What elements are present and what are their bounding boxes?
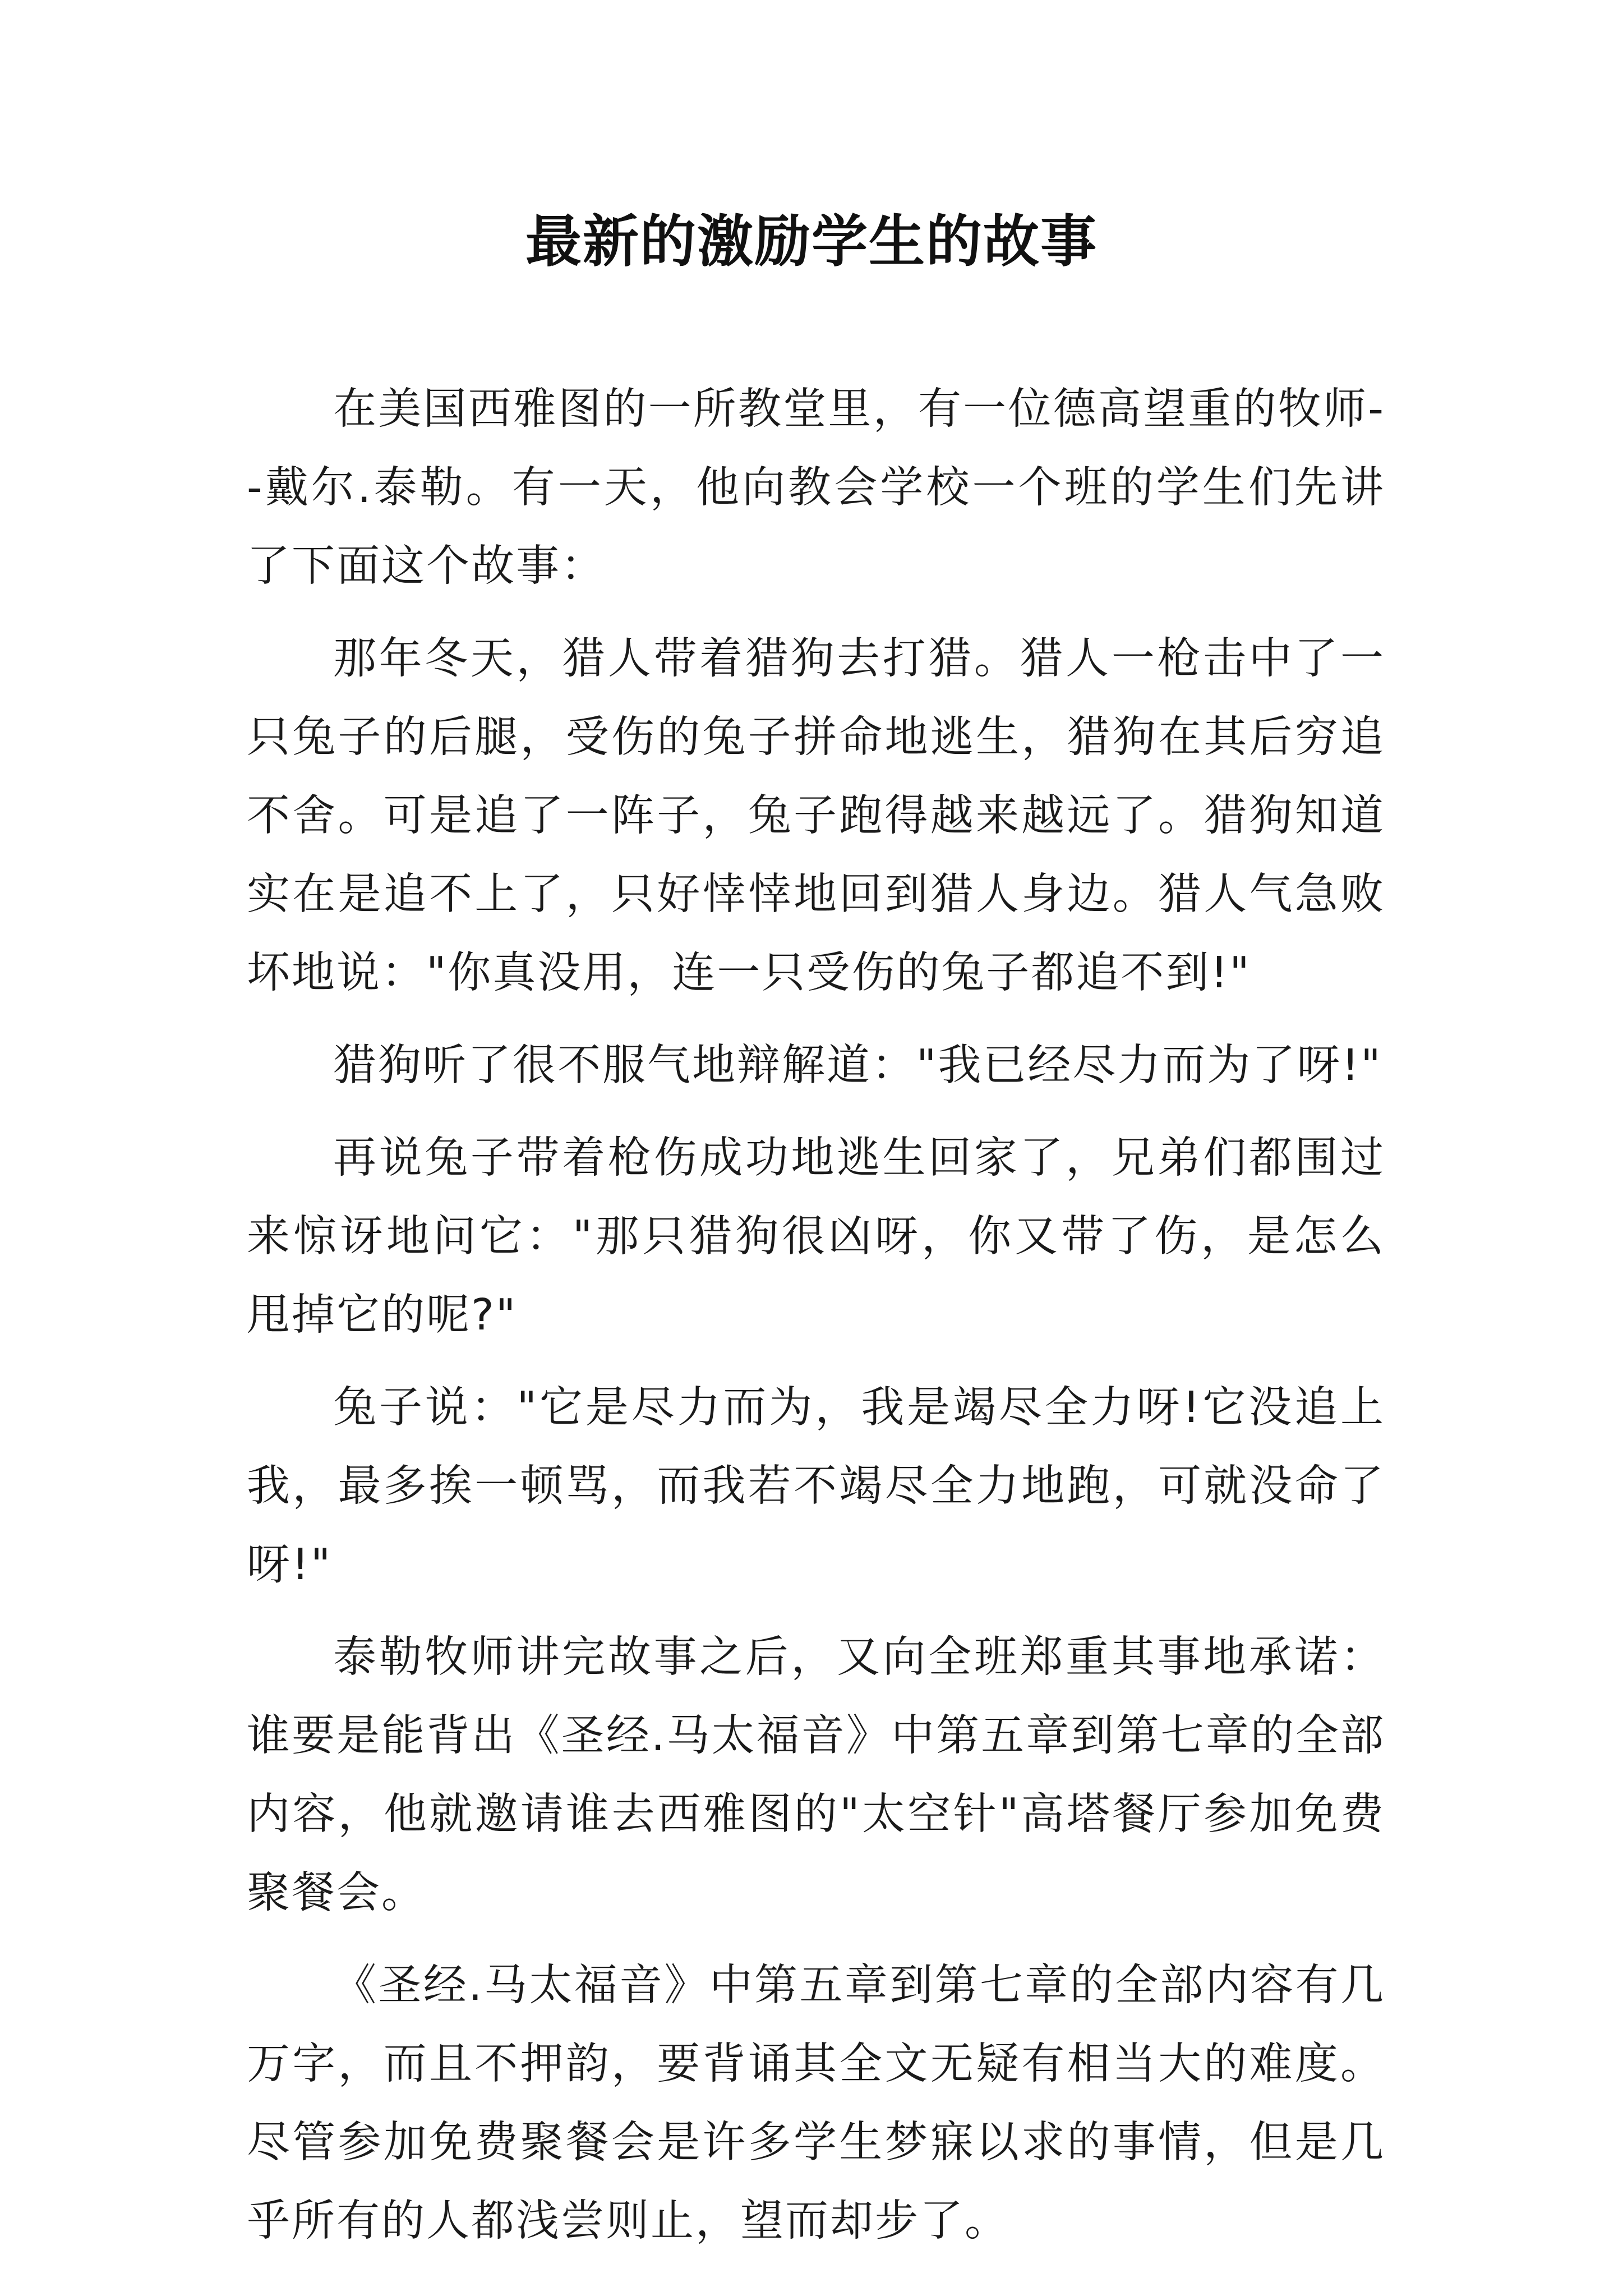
paragraph-2: 那年冬天，猎人带着猎狗去打猎。猎人一枪击中了一只兔子的后腿，受伤的兔子拼命地逃生，猎狗在其后穷追不舍。可是追了一阵子，兔子跑得越来越远了。猎狗知道实在是追不上了，只好悻悻地回到猎人身边。猎人气急败坏地说："你真没用，连一只受伤的兔子都追不到!" (247, 634, 1385, 998)
paragraph-3: 猎狗听了很不服气地辩解道："我已经尽力而为了呀!" (333, 1041, 1382, 1091)
paragraph-7: 《圣经.马太福音》中第五章到第七章的全部内容有几万字，而且不押韵，要背诵其全文无疑有相当大的难度。尽管参加免费聚餐会是许多学生梦寐以求的事情，但是几乎所有的人都浅尝则止，望而却步了。 (247, 1961, 1385, 2246)
paragraph-5: 兔子说："它是尽力而为，我是竭尽全力呀!它没追上我，最多挨一顿骂，而我若不竭尽全力地跑，可就没命了呀!" (247, 1383, 1385, 1590)
paragraph-6: 泰勒牧师讲完故事之后，又向全班郑重其事地承诺：谁要是能背出《圣经.马太福音》中第五章到第七章的全部内容，他就邀请谁去西雅图的"太空针"高塔餐厅参加免费聚餐会。 (247, 1632, 1385, 1918)
paragraph-4: 再说兔子带着枪伤成功地逃生回家了，兄弟们都围过来惊讶地问它："那只猎狗很凶呀，你又带了伤，是怎么甩掉它的呢?" (247, 1133, 1385, 1340)
document-title: 最新的激励学生的故事 (525, 208, 1098, 274)
paragraph-1: 在美国西雅图的一所教堂里，有一位德高望重的牧师--戴尔.泰勒。有一天，他向教会学校一个班的学生们先讲了下面这个故事： (247, 384, 1385, 591)
document-body (247, 370, 1385, 2275)
